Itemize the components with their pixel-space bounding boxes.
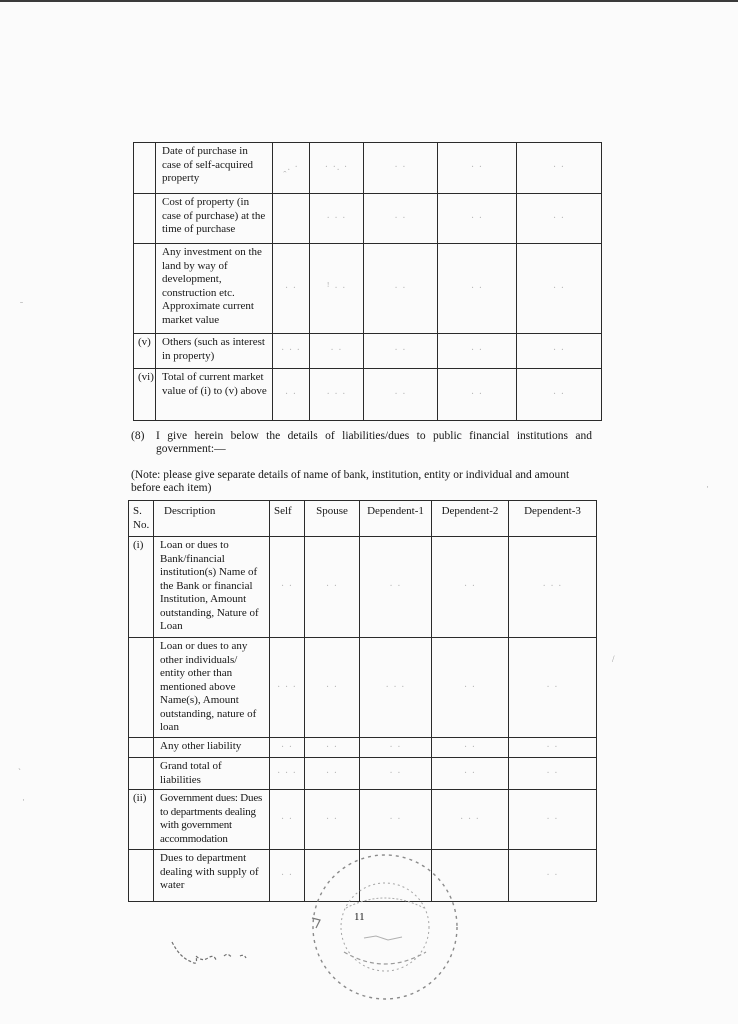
column-header: Description [154, 501, 270, 537]
filled-value: · · [360, 738, 432, 758]
scan-top-edge [0, 0, 738, 2]
filled-value: · · [360, 758, 432, 790]
filled-value: · · [305, 638, 360, 738]
filled-value: · · [270, 790, 305, 850]
column-header: Dependent-3 [509, 501, 597, 537]
row-number [129, 758, 154, 790]
table-row [129, 790, 597, 850]
filled-value: · · [432, 758, 509, 790]
filled-value: · · [305, 738, 360, 758]
filled-value: · · [310, 334, 364, 369]
filled-value: · · [273, 244, 310, 334]
section-note: (Note: please give separate details of name of bank, institution, entity or individual and amount before each item) [131, 469, 570, 494]
row-number: (v) [134, 334, 156, 369]
filled-value: · · [305, 537, 360, 638]
filled-value: · · [360, 537, 432, 638]
row-description: Loan or dues to Bank/financial institution(s) Name of the Bank or financial Institution, Amount outstanding, Nature of Loan [154, 537, 270, 638]
header-row [129, 501, 597, 537]
filled-value: · · · [270, 638, 305, 738]
table-row [129, 638, 597, 738]
section-number: (8) [131, 430, 145, 442]
filled-value: · · · [432, 790, 509, 850]
row-description: Grand total of liabilities [154, 758, 270, 790]
row-description: Government dues: Dues to departments dealing with government accommodation [154, 790, 270, 850]
filled-value: · · · [310, 369, 364, 421]
filled-value: · · · [273, 334, 310, 369]
filled-value: · · [364, 244, 438, 334]
table-row [129, 537, 597, 638]
filled-value: · · · [270, 758, 305, 790]
table-row [129, 738, 597, 758]
table-row [134, 244, 602, 334]
page-number: 11 [354, 911, 365, 923]
filled-value: · · [509, 850, 597, 902]
liabilities-table [128, 500, 597, 902]
row-number [129, 738, 154, 758]
filled-value: · · [438, 194, 517, 244]
row-description: Date of purchase in case of self-acquired property [156, 143, 273, 194]
row-description: Dues to department dealing with supply of water [154, 850, 270, 902]
row-number: (vi) [134, 369, 156, 421]
row-number [129, 638, 154, 738]
column-header: Dependent-1 [360, 501, 432, 537]
filled-value [273, 194, 310, 244]
row-description: Cost of property (in case of purchase) at the time of purchase [156, 194, 273, 244]
row-number: (i) [129, 537, 154, 638]
table-row [134, 143, 602, 194]
table-row [134, 194, 602, 244]
scan-speck: · [22, 795, 25, 805]
filled-value: · · · [509, 537, 597, 638]
filled-value: · · [364, 143, 438, 194]
scan-speck: / [612, 654, 615, 664]
row-number [129, 850, 154, 902]
row-description: Any other liability [154, 738, 270, 758]
filled-value: · · [509, 790, 597, 850]
filled-value: · · [517, 244, 602, 334]
filled-value: · · [432, 537, 509, 638]
column-header: Spouse [305, 501, 360, 537]
column-header: Self [270, 501, 305, 537]
filled-value: · · [509, 758, 597, 790]
office-stamp-seal [306, 848, 464, 1006]
column-header: Dependent-2 [432, 501, 509, 537]
scan-speck: ˉ [20, 300, 23, 310]
filled-value: · · [270, 537, 305, 638]
filled-value: · · [438, 143, 517, 194]
filled-value: · ·. · [310, 143, 364, 194]
table-row [134, 334, 602, 369]
row-number [134, 244, 156, 334]
filled-value: · · [509, 738, 597, 758]
filled-value: · · [432, 638, 509, 738]
filled-value: · · [438, 334, 517, 369]
scan-speck: · [706, 482, 709, 492]
filled-value: · · [517, 194, 602, 244]
immovable-assets-table [133, 142, 602, 421]
filled-value: · · [438, 369, 517, 421]
filled-value: · · · [360, 638, 432, 738]
filled-value: · · [438, 244, 517, 334]
row-description: Others (such as interest in property) [156, 334, 273, 369]
row-description: Loan or dues to any other individuals/ entity other than mentioned above Name(s), Amount outstanding, nature of loan [154, 638, 270, 738]
section-text: I give herein below the details of liabilities/dues to public financial institutions and government:— [156, 430, 592, 455]
filled-value: · · [517, 334, 602, 369]
row-number: (ii) [129, 790, 154, 850]
filled-value: · · [364, 369, 438, 421]
filled-value: · · [270, 850, 305, 902]
filled-value: · · [360, 790, 432, 850]
filled-value: ꞈ. · [273, 143, 310, 194]
filled-value: · · [273, 369, 310, 421]
filled-value: · · [270, 738, 305, 758]
filled-value: · · [517, 143, 602, 194]
row-number [134, 143, 156, 194]
column-header: S. No. [129, 501, 154, 537]
row-description: Total of current market value of (i) to (v) above [156, 369, 273, 421]
table-row [134, 369, 602, 421]
filled-value: · · · [310, 194, 364, 244]
signature-scribble [168, 936, 258, 976]
filled-value: · · [305, 758, 360, 790]
scan-speck: ˎ [18, 760, 21, 770]
filled-value: ꜝ · · [310, 244, 364, 334]
filled-value: · · [364, 194, 438, 244]
row-description: Any investment on the land by way of development, construction etc. Approximate current market value [156, 244, 273, 334]
filled-value: · · [509, 638, 597, 738]
table-row [129, 758, 597, 790]
row-number [134, 194, 156, 244]
filled-value: · · [432, 738, 509, 758]
filled-value: · · [305, 790, 360, 850]
filled-value: · · [364, 334, 438, 369]
filled-value: · · [517, 369, 602, 421]
